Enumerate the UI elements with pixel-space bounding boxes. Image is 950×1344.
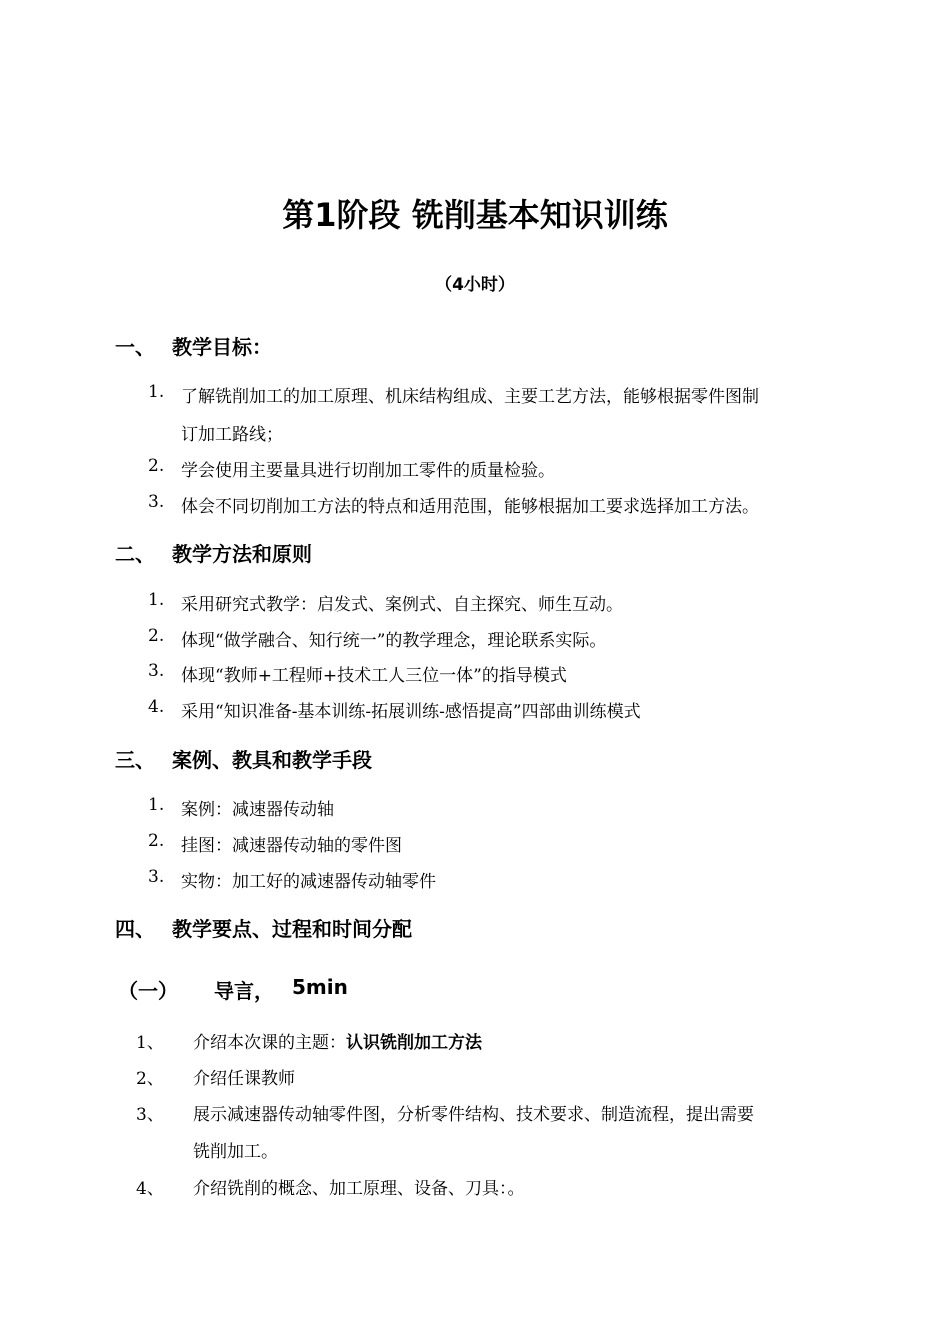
section-heading: 教学目标： xyxy=(172,335,272,359)
list-item-text: 采用“知识准备-基本训练-拓展训练-感悟提高”四部曲训练模式 xyxy=(181,702,641,722)
list-item-text: 体会不同切削加工方法的特点和适用范围，能够根据加工要求选择加工方法。 xyxy=(181,497,759,517)
list-item-number: 1. xyxy=(148,795,165,815)
list-item-number: 4. xyxy=(148,697,165,717)
list-item-number: 1、 xyxy=(136,1033,164,1053)
topic-highlight: 认识铣削加工方法 xyxy=(346,1033,482,1053)
list-item-number: 1. xyxy=(148,590,165,610)
list-item-text: 介绍铣削的概念、加工原理、设备、刀具：。 xyxy=(193,1179,525,1199)
list-item-text: 展示减速器传动轴零件图，分析零件结构、技术要求、制造流程，提出需要 xyxy=(193,1105,754,1125)
list-item-number: 2、 xyxy=(136,1069,164,1089)
list-item-number: 2. xyxy=(148,456,165,476)
page-title: 第1阶段 铣削基本知识训练 xyxy=(282,196,668,234)
list-item-text: 介绍任课教师 xyxy=(193,1069,295,1089)
subsection-heading: 导言， xyxy=(214,979,274,1003)
subsection-time: 5min xyxy=(292,975,348,999)
list-item-text: 体现“做学融合、知行统一”的教学理念，理论联系实际。 xyxy=(181,631,607,651)
section-number: 一、 xyxy=(115,335,155,359)
list-item-text: 采用研究式教学：启发式、案例式、自主探究、师生互动。 xyxy=(181,595,623,615)
section-heading: 教学方法和原则 xyxy=(172,542,312,566)
list-item-number: 4、 xyxy=(136,1179,164,1199)
list-item-number: 2. xyxy=(148,626,165,646)
list-item-number: 3、 xyxy=(136,1105,164,1125)
section-heading: 教学要点、过程和时间分配 xyxy=(172,917,412,941)
list-item-text: 铣削加工。 xyxy=(193,1142,278,1162)
list-item-number: 3. xyxy=(148,492,165,512)
list-item-text xyxy=(193,1028,482,1053)
section-number: 四、 xyxy=(115,917,155,941)
list-item-text: 案例：减速器传动轴 xyxy=(181,800,334,820)
list-item-number: 2. xyxy=(148,831,165,851)
section-number: 三、 xyxy=(115,748,155,772)
list-item-text: 体现“教师+工程师+技术工人三位一体”的指导模式 xyxy=(181,666,567,686)
list-item-text: 实物：加工好的减速器传动轴零件 xyxy=(181,872,436,892)
section-heading: 案例、教具和教学手段 xyxy=(172,748,372,772)
page-subtitle: （4小时） xyxy=(435,275,515,295)
list-item-text: 学会使用主要量具进行切削加工零件的质量检验。 xyxy=(181,461,555,481)
section-number: 二、 xyxy=(115,542,155,566)
list-item-number: 3. xyxy=(148,661,165,681)
list-item-number: 1. xyxy=(148,382,165,402)
list-item-text: 了解铣削加工的加工原理、机床结构组成、主要工艺方法，能够根据零件图制 xyxy=(181,387,759,407)
subsection-number: （一） xyxy=(118,979,178,1003)
list-item-text: 挂图：减速器传动轴的零件图 xyxy=(181,836,402,856)
list-item-number: 3. xyxy=(148,867,165,887)
list-item-text: 订加工路线； xyxy=(181,425,283,445)
list-item-prefix: 介绍本次课的主题： xyxy=(193,1033,346,1053)
